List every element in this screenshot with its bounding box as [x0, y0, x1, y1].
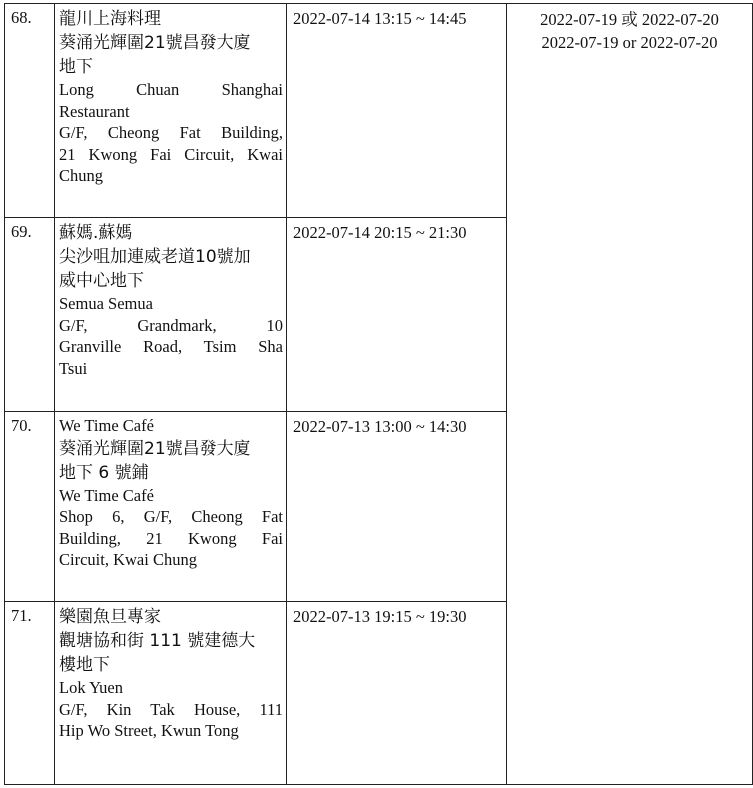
venue-address-zh: 葵涌光輝圍21號昌發大廈 — [59, 33, 251, 53]
venue-address-zh: 地下 6 號鋪 — [59, 462, 149, 483]
row-number: 68. — [5, 4, 55, 218]
venue-address-zh: 尖沙咀加連威老道10號加 — [59, 247, 251, 267]
venue-name-zh: 龍川上海料理 — [59, 9, 161, 29]
visit-time: 2022-07-14 13:15 ~ 14:45 — [287, 4, 507, 218]
venue-table — [4, 3, 753, 785]
venue-address-en: Hip Wo Street, Kwun Tong — [59, 721, 239, 740]
venue-cell — [55, 602, 287, 785]
venue-address-en: G/F, Kin Tak House, 111 — [59, 699, 283, 719]
venue-address-zh: 葵涌光輝圍21號昌發大廈 — [59, 438, 251, 459]
visit-time: 2022-07-13 13:00 ~ 14:30 — [287, 412, 507, 602]
venue-address-en: Shop 6, G/F, Cheong Fat — [59, 507, 283, 526]
test-dates-en: 2022-07-19 or 2022-07-20 — [541, 33, 718, 52]
venue-address-en: Granville Road, Tsim Sha — [59, 337, 283, 356]
row-number: 70. — [5, 412, 55, 602]
venue-address-zh: 威中心地下 — [59, 271, 144, 291]
venue-name-zh: 樂園魚旦專家 — [59, 607, 161, 627]
venue-name-zh: We Time Café — [59, 416, 154, 435]
venue-address-en: Tsui — [59, 358, 88, 378]
venue-name-en: Lok Yuen — [59, 678, 124, 697]
venue-address-zh: 樓地下 — [59, 655, 110, 675]
visit-time: 2022-07-14 20:15 ~ 21:30 — [287, 218, 507, 412]
venue-cell — [55, 412, 287, 602]
venue-name-en: Long Chuan Shanghai — [59, 80, 283, 99]
venue-name-en: Restaurant — [59, 101, 130, 121]
venue-cell — [55, 218, 287, 412]
venue-name-zh: 蘇媽.蘇媽 — [59, 223, 133, 243]
venue-address-en: Chung — [59, 166, 104, 185]
row-number: 71. — [5, 602, 55, 785]
visit-time: 2022-07-13 19:15 ~ 19:30 — [287, 602, 507, 785]
table-row — [5, 4, 753, 218]
row-number: 69. — [5, 218, 55, 412]
venue-name-en: We Time Café — [59, 485, 154, 505]
venue-address-en: Circuit, Kwai Chung — [59, 550, 197, 569]
venue-address-en: G/F, Grandmark, 10 — [59, 315, 283, 335]
venue-name-en: Semua Semua — [59, 294, 153, 313]
venue-address-zh: 地下 — [59, 57, 93, 77]
test-dates-cell — [507, 4, 753, 785]
venue-address-en: 21 Kwong Fai Circuit, Kwai — [59, 144, 283, 164]
test-dates-zh: 2022-07-19 或 2022-07-20 — [540, 10, 719, 29]
venue-address-zh: 觀塘協和街 111 號建德大 — [59, 631, 256, 651]
venue-address-en: Building, 21 Kwong Fai — [59, 528, 283, 548]
venue-cell — [55, 4, 287, 218]
venue-address-en: G/F, Cheong Fat Building, — [59, 123, 283, 142]
